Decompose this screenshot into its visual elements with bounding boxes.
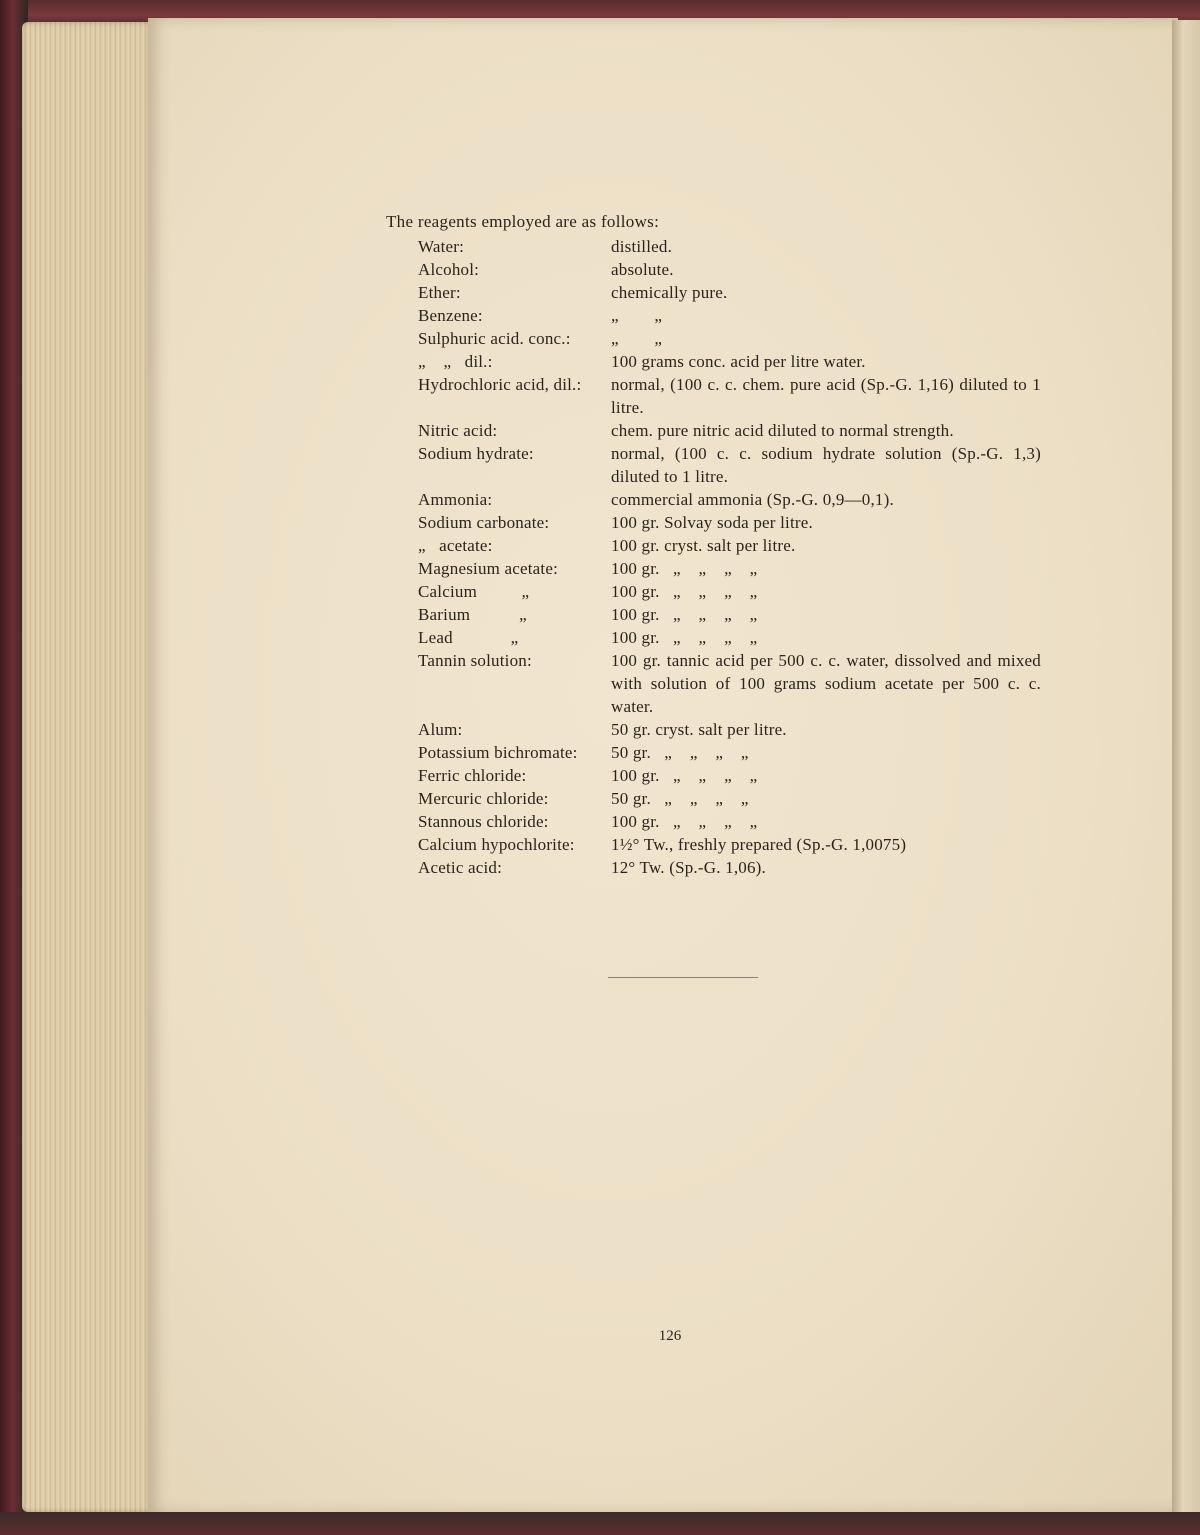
reagent-row <box>386 373 1066 419</box>
reagent-value: 100 gr. cryst. salt per litre. <box>611 536 796 555</box>
reagent-row <box>386 511 1066 534</box>
reagent-row <box>386 258 1066 281</box>
reagent-name: Tannin solution: <box>418 651 532 670</box>
reagent-value: 100 gr. „ „ „ „ <box>611 766 758 785</box>
reagent-row <box>386 833 1066 856</box>
reagent-value: absolute. <box>611 260 674 279</box>
reagent-row <box>386 534 1066 557</box>
reagent-row <box>386 649 1066 718</box>
reagent-name: Calcium hypochlorite: <box>418 835 575 854</box>
reagent-row <box>386 442 1066 488</box>
page-edges <box>22 22 150 1512</box>
reagent-name: Stannous chloride: <box>418 812 549 831</box>
reagent-value: 100 gr. „ „ „ „ <box>611 582 758 601</box>
reagent-value: 100 grams conc. acid per litre water. <box>611 352 866 371</box>
section-divider <box>608 977 758 978</box>
reagent-name: Barium „ <box>418 605 527 624</box>
reagent-name: Potassium bichromate: <box>418 743 578 762</box>
reagent-row <box>386 718 1066 741</box>
reagent-name: „ „ dil.: <box>418 352 493 371</box>
reagent-name: Calcium „ <box>418 582 530 601</box>
reagent-value: chem. pure nitric acid diluted to normal strength. <box>611 421 954 440</box>
reagent-name: Sodium hydrate: <box>418 444 534 463</box>
reagent-value: „ „ <box>611 329 663 348</box>
reagent-name: Alum: <box>418 720 463 739</box>
reagent-row <box>386 787 1066 810</box>
book-cover-bottom <box>0 1512 1200 1535</box>
reagent-name: Ammonia: <box>418 490 493 509</box>
reagent-name: Sodium carbonate: <box>418 513 550 532</box>
reagent-value: distilled. <box>611 237 673 256</box>
reagent-row <box>386 741 1066 764</box>
reagent-name: Acetic acid: <box>418 858 503 877</box>
reagent-value: 50 gr. cryst. salt per litre. <box>611 720 787 739</box>
intro-text: The reagents employed are as follows: <box>386 212 660 231</box>
page-number: 126 <box>658 1328 682 1344</box>
reagent-row <box>386 557 1066 580</box>
reagent-value: normal, (100 c. c. chem. pure acid (Sp.-G. 1,16) diluted to 1 litre. <box>611 375 1046 417</box>
reagent-value: chemically pure. <box>611 283 728 302</box>
reagent-name: Ether: <box>418 283 461 302</box>
reagent-name: „ acetate: <box>418 536 493 555</box>
reagent-row <box>386 350 1066 373</box>
reagent-name: Nitric acid: <box>418 421 498 440</box>
reagent-name: Hydrochloric acid, dil.: <box>418 375 582 394</box>
reagent-value: commercial ammonia (Sp.-G. 0,9—0,1). <box>611 490 894 509</box>
reagent-value: 100 gr. „ „ „ „ <box>611 559 758 578</box>
reagent-value: 1½° Tw., freshly prepared (Sp.-G. 1,0075) <box>611 835 907 854</box>
reagent-name: Magnesium acetate: <box>418 559 559 578</box>
reagent-row <box>386 419 1066 442</box>
reagent-name: Water: <box>418 237 465 256</box>
reagent-value: 100 gr. „ „ „ „ <box>611 605 758 624</box>
reagent-name: Ferric chloride: <box>418 766 527 785</box>
reagent-row <box>386 235 1066 258</box>
reagent-row <box>386 626 1066 649</box>
reagent-row <box>386 304 1066 327</box>
reagent-row <box>386 856 1066 879</box>
reagent-value: „ „ <box>611 306 663 325</box>
reagent-row <box>386 603 1066 626</box>
reagent-name: Alcohol: <box>418 260 480 279</box>
reagent-row <box>386 764 1066 787</box>
reagent-row <box>386 281 1066 304</box>
reagent-value: 100 gr. „ „ „ „ <box>611 628 758 647</box>
reagent-row <box>386 327 1066 350</box>
reagent-name: Lead „ <box>418 628 519 647</box>
reagent-value: 100 gr. tannic acid per 500 c. c. water, dissolved and mixed with solution of 100 grams sodium acetate per 500 c. c. water. <box>611 651 1046 716</box>
reagent-row <box>386 580 1066 603</box>
reagent-value: 50 gr. „ „ „ „ <box>611 743 749 762</box>
reagent-value: 100 gr. „ „ „ „ <box>611 812 758 831</box>
reagent-value: 50 gr. „ „ „ „ <box>611 789 749 808</box>
book-gutter <box>1172 20 1200 1514</box>
reagent-name: Sulphuric acid. conc.: <box>418 329 571 348</box>
reagent-list <box>386 210 1066 879</box>
reagent-value: 12° Tw. (Sp.-G. 1,06). <box>611 858 766 877</box>
reagent-name: Mercuric chloride: <box>418 789 549 808</box>
reagent-row <box>386 488 1066 511</box>
reagent-value: 100 gr. Solvay soda per litre. <box>611 513 813 532</box>
reagent-row <box>386 810 1066 833</box>
reagent-name: Benzene: <box>418 306 483 325</box>
reagent-value: normal, (100 c. c. sodium hydrate solution (Sp.-G. 1,3) diluted to 1 litre. <box>611 444 1046 486</box>
